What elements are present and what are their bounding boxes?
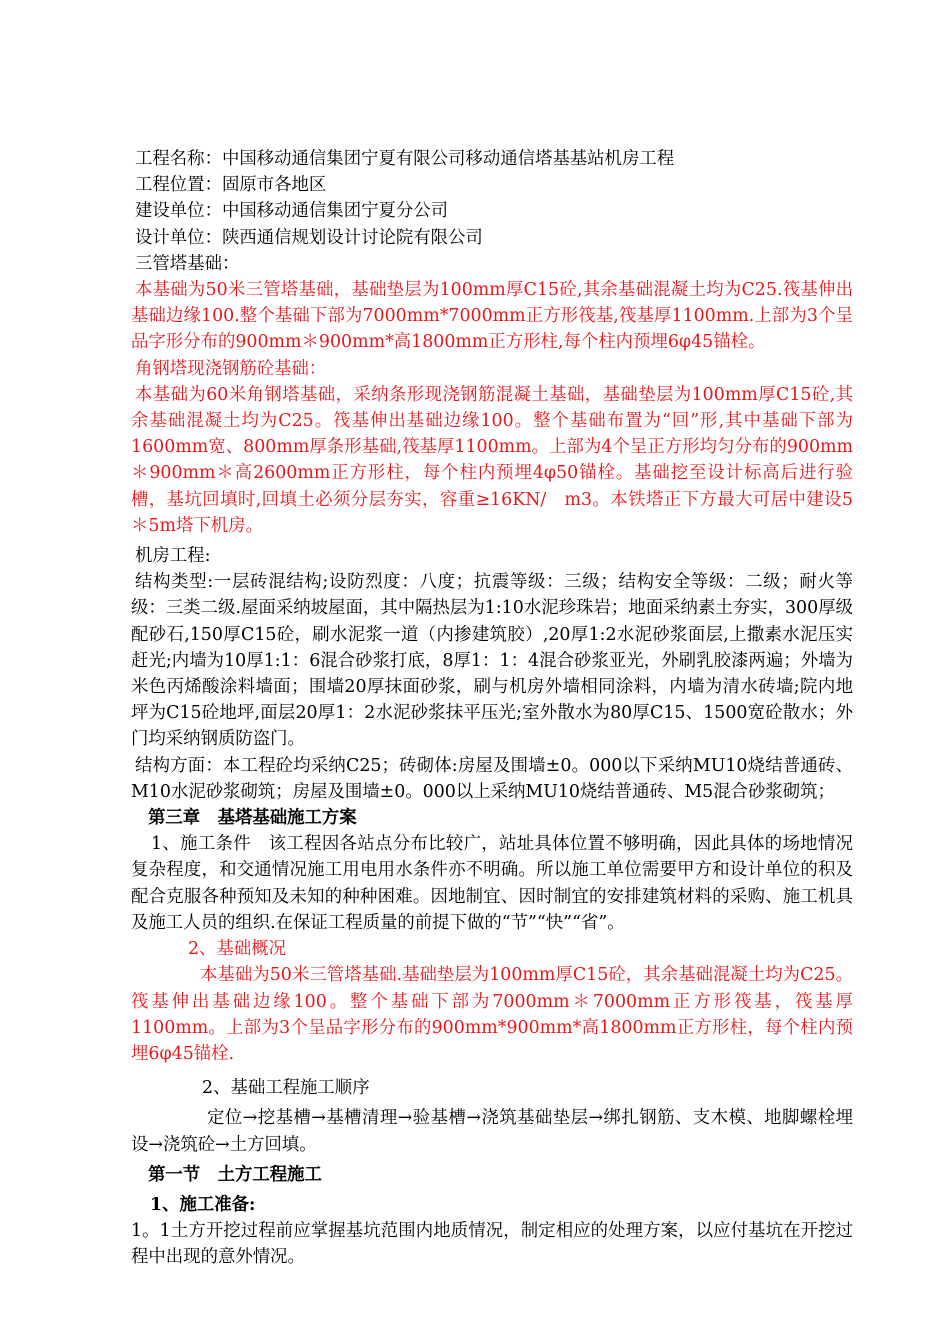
section-1-title: 第一节 土方工程施工 (148, 1164, 322, 1185)
construction-sequence-body: 定位→挖基槽→基槽清理→验基槽→浇筑基础垫层→绑扎钢筋、支木模、地脚螺栓埋设→浇筑砼→土方回填。 (131, 1108, 853, 1155)
angle-steel-tower-heading: 角钢塔现浇钢筋砼基础： (135, 358, 327, 379)
three-pipe-tower-body: 本基础为50米三管塔基础，基础垫层为100mm厚C15砼,其余基础混凝土均为C25.筏基伸出基础边缘100.整个基础下部为7000mm*7000mm正方形筏基,筏基厚1100mm.上部为3个呈品字形分布的900mm＊900mm*高1800mm正方形柱,每个柱内预埋6φ45锚栓。 (131, 280, 853, 353)
project-location: 工程位置：固原市各地区 (135, 175, 327, 196)
angle-steel-tower-body: 本基础为60米角钢塔基础，采纳条形现浇钢筋混凝土基础，基础垫层为100mm厚C15砼,其余基础混凝土均为C25。筏基伸出基础边缘100。整个基础布置为“回”形,其中基础下部为1600mm宽、800mm厚条形基础,筏基厚1100mm。上部为4个呈正方形均匀分布的900mm＊900mm＊高2600mm正方形柱，每个柱内预埋4φ50锚栓。基础挖至设计标高后进行验槽，基坑回填时,回填土必须分层夯实，容重≥16KN/ m3。本铁塔正下方最大可居中建设5＊5m塔下机房。 (131, 384, 853, 536)
three-pipe-tower-heading: 三管塔基础： (135, 253, 240, 274)
project-designer: 设计单位：陕西通信规划设计讨论院有限公司 (135, 227, 483, 248)
document-body (131, 146, 853, 1271)
construction-prep-heading: 1、施工准备: (150, 1194, 256, 1215)
construction-sequence-heading: 2、基础工程施工顺序 (202, 1078, 370, 1099)
item-1-1: 1。1土方开挖过程前应掌握基坑范围内地质情况，制定相应的处理方案，以应付基坑在开挖过程中出现的意外情况。 (131, 1221, 853, 1268)
construction-conditions: 1、施工条件 该工程因各站点分布比较广，站址具体位置不够明确，因此具体的场地情况复杂程度，和交通情况施工用电用水条件亦不明确。所以施工单位需要甲方和设计单位的积及配合克服各种预知及未知的种种困难。因地制宜、因时制宜的安排建筑材料的采购、施工机具及施工人员的组织.在保证工程质量的前提下做的“节”“快”“省”。 (131, 834, 853, 933)
machine-room-materials: 结构方面：本工程砼均采纳C25；砖砌体:房屋及围墙±0。000以下采纳MU10烧结普通砖、M10水泥砂浆砌筑；房屋及围墙±0。000以上采纳MU10烧结普通砖、M5混合砂浆砌筑； (131, 755, 853, 802)
chapter-3-title: 第三章 基塔基础施工方案 (148, 808, 357, 829)
machine-room-heading: 机房工程: (135, 546, 211, 567)
machine-room-structure: 结构类型:一层砖混结构;设防烈度：八度；抗震等级：三级；结构安全等级：二级；耐火等级：三类二级.屋面采纳坡屋面，其中隔热层为1:10水泥珍珠岩；地面采纳素土夯实，300厚级配砂石,150厚C15砼，刷水泥浆一道（内掺建筑胶）,20厚1:2水泥砂浆面层,上撒素水泥压实赶光;内墙为10厚1:1：6混合砂浆打底，8厚1：1：4混合砂浆亚光，外刷乳胶漆两遍；外墙为米色丙烯酸涂料墙面；围墙20厚抹面砂浆，刷与机房外墙相同涂料，内墙为清水砖墙;院内地坪为C15砼地坪,面层20厚1：2水泥砂浆抹平压光;室外散水为80厚C15、1500宽砼散水；外门均采纳钢质防盗门。 (131, 572, 853, 750)
project-name: 工程名称：中国移动通信集团宁夏有限公司移动通信塔基基站机房工程 (135, 149, 675, 169)
foundation-overview-body: 本基础为50米三管塔基础.基础垫层为100mm厚C15砼，其余基础混凝土均为C25。筏基伸出基础边缘100。整个基础下部为7000mm＊7000mm正方形筏基，筏基厚1100mm。上部为3个呈品字形分布的900mm*900mm*高1800mm正方形柱，每个柱内预埋6φ45锚栓. (131, 965, 853, 1064)
foundation-overview-heading: 2、基础概况 (188, 939, 287, 960)
project-owner: 建设单位：中国移动通信集团宁夏分公司 (135, 201, 449, 222)
